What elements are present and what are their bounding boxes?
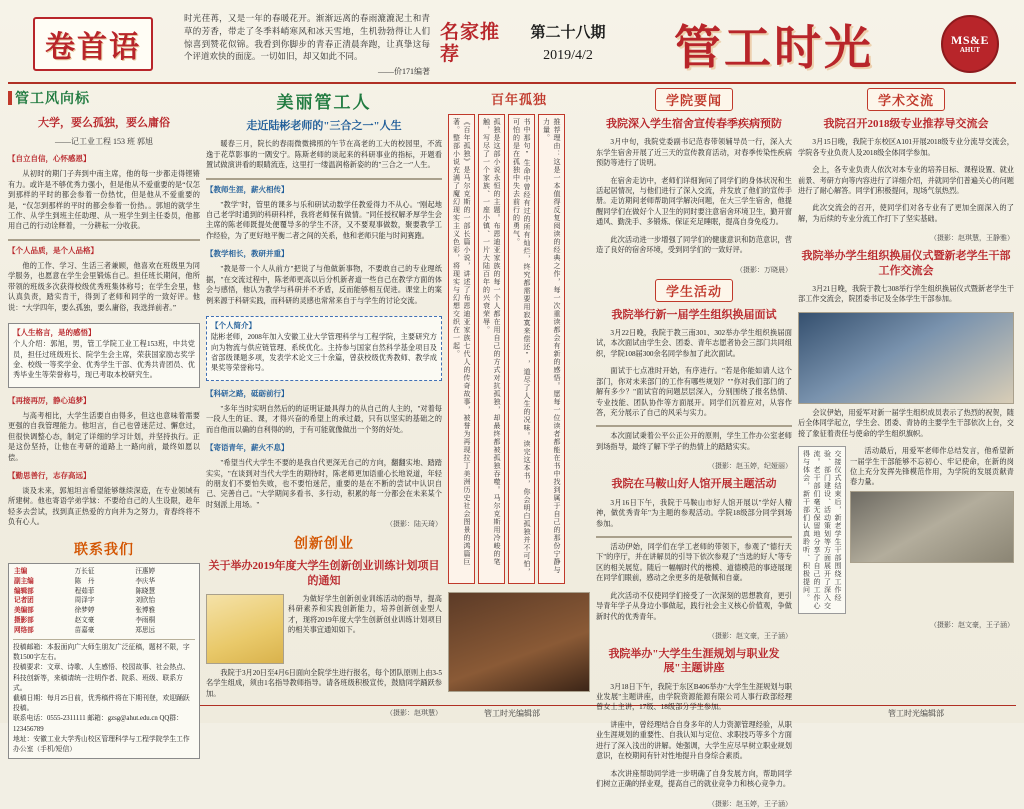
innovation-p2: 我院于3月20日至4月6日面向全院学生进行报名，每个团队原则上由3-5名学生组成，须由1名指导教师指导。请各班级积极宣传，鼓励同学踊跃参加。: [206, 668, 443, 698]
article-2-p1: "教学"时，管里的课多与乐和研试动数学任教爱得力不从心。"刚起地自己老学时通到的科研科样，我将老师保有做情。"同任授权解矛厚学生会主席的陈老师既提处便覆导多的学生不济，又不要观事做数，聚要教学工作经验，为了更好地平衡二者之间的关系，他和老师只能与时间赛跑。: [206, 200, 442, 240]
contact-role-4: 美编部: [14, 607, 34, 615]
news-3-p1: 3月16日下午，我院于马鞍山市好人馆开展以"学好人精神，做优秀青年"为主题的参观活动。学院18级部分同学到场参加。: [596, 498, 792, 528]
academic-news-2-p3-vertical: 交接仪式结束后，新老学生干部围绕工作经验、部门建设、活动策划等方面展开了深入交流。老干部们毫无保留地分享了自己的工作心得与体会，新干部们认真聆听、积极提问。: [798, 446, 846, 614]
contact-name-3b: 刘欣怡: [135, 597, 156, 605]
section-title-activity: 学生活动: [655, 279, 733, 302]
innovation-title: 关于举办2019年度大学生创新创业训练计划项目的通知: [208, 560, 440, 587]
article-2-h3: 【科研之路，砥砺前行】: [206, 388, 289, 398]
news-4-p2: 讲座中，曾经理结合自身多年的人力资源管理经验，从职业生涯规划的重要性、自我认知与定位、求职技巧等多个方面进行了深入浅出的讲解。她强调，大学生应尽早树立职业规划意识，在校期间有针对性地提升自身综合素质。: [596, 720, 792, 761]
logo-long-text: AHUT: [959, 45, 981, 54]
section-title-4: 学院要闻: [655, 88, 733, 111]
table-row: [13, 606, 195, 616]
article-2-box-title: 【个人简介】: [211, 321, 256, 331]
footer-center-text: 管工时光编辑部: [484, 709, 540, 718]
article-1-h5: 【勤思善行，志存高远】: [8, 471, 91, 481]
article-2-h2: 【教学相长，教研并重】: [206, 249, 289, 259]
article-1-h1: 【自立自信，心怀感恩】: [8, 154, 91, 164]
news-4-title: 我院举办"大学生生涯规划与职业发展"主题讲座: [608, 648, 780, 675]
news-1-title: 我院深入学生宿舍宣传春季疾病预防: [606, 118, 782, 130]
contact-role-2: 编辑部: [14, 587, 34, 595]
paper-title-text: 管工时光: [674, 20, 874, 76]
contact-table: [13, 567, 195, 636]
contact-name-4a: 徐梦婷: [74, 607, 95, 615]
section-title-innovation: 创新创业: [294, 537, 354, 553]
editorial-text: [178, 6, 440, 82]
article-2-h1: 【教师生涯，薪火相传】: [206, 184, 289, 194]
academic-news-1-p3: 此次交流会的召开，使同学们对各专业有了更加全面深入的了解，为后续的专业分流工作打下了坚实基础。: [798, 204, 1014, 223]
contact-role-0: 主编: [14, 567, 28, 575]
issue-number: 第二十八期: [530, 25, 606, 42]
contact-note-1: 投稿要求：文章、诗歌、人生感悟、校园故事、社会热点、科技创新等，来稿请统一注明作者、院系、班级、联系方式。: [13, 664, 190, 692]
logo-badge-icon: [941, 15, 999, 73]
news-4-p1: 3月18日下午，我院于东区B406举办"大学生生涯规划与职业发展"主题讲座，由学院资源能源有限公司人事行政部经理曾女士主讲，17级、18级部分学生参加。: [596, 682, 792, 712]
mingjia-line1: 名家推荐: [440, 22, 501, 65]
contact-name-5a: 赵文豪: [74, 617, 95, 625]
article-2-box-body: 陆彬老师，2008年加入安徽工业大学管理科学与工程学院，主要研究方向为物流与供应链管理、系统优化。主持参与国家自然科学基金项目及省部级课题多项，发表学术论文三十余篇，曾获校级优秀教师、教学成果奖等荣誉称号。: [211, 333, 437, 373]
article-2-signature: （摄影：陆天琦）: [386, 520, 442, 529]
table-row: [13, 596, 195, 606]
table-row: [13, 567, 195, 577]
news-2-p2: 面试于七点准时开始，有序进行。"若是你能如请人这个部门，你对未来部门的工作有哪些规划？""你对我们部门的了解有多少？"面试官的问题层层深入，分别围绕了报名热情、专业技能、团队协作等方面展开。同学们沉着应对，从容作答，充分展示了自己的风采与实力。: [596, 367, 792, 418]
news-1-p3: 此次活动进一步增强了同学们的健康意识和防范意识，营造了良好的宿舍环境，受到同学们的一致好评。: [596, 235, 792, 255]
contact-name-6b: 郑思远: [135, 627, 156, 635]
contact-note-4: 地址：安徽工业大学秀山校区管理科学与工程学院学生工作办公室（手机/短信）: [13, 735, 190, 753]
book-review-para-3: 书中那句"生命中曾经有过的所有灿烂，终究都需要用寂寞来偿还"，道尽了人生的况味。读完这本书，你会明白孤独并不可怕，可怕的是在孤独中失去前行的勇气。: [508, 114, 535, 584]
section-title-1: 管工风向标: [15, 92, 90, 107]
article-1-byline: ——记工业工程 153 班 郭旭: [55, 137, 153, 147]
logo-short-text: MS&E: [951, 32, 989, 47]
divider: [13, 639, 195, 640]
juanshouyu-title: 卷首语: [33, 17, 153, 71]
column-2: [206, 88, 443, 718]
book-review-para-1: 《百年孤独》是马尔克斯的一部长篇小说，讲述了布恩迪亚家族七代人的传奇故事，被誉为再现拉丁美洲历史社会图景的鸿篇巨著。整部小说充满了魔幻现实主义色彩，将现实与幻想交织在一起。: [448, 114, 475, 584]
column-3: [448, 88, 590, 703]
contact-name-2b: 陈晓慧: [135, 587, 156, 595]
contact-name-0b: 汪惠婷: [135, 567, 156, 575]
news-3-signature: （摄影：赵文豪，王子涵）: [708, 632, 792, 641]
article-2-p2: "教是带一个人从前方"把说了与他做新事物，不要敢自己的专业理纸据，"在交流过程中，陈老师更高以后分机新者道一些自己在教学方面的体会与感悟，他认为教学与科研并不矛盾，反而能够相互促进。课堂上的案例来源于科研实践，而科研的灵感也常常来自于与学生的讨论交流。: [206, 265, 442, 305]
article-1-h4: 【再接再厉，静心追梦】: [8, 395, 91, 405]
contact-name-4b: 张博雅: [135, 607, 156, 615]
article-2-title: 走近陆彬老师的"三合之一"人生: [246, 120, 402, 132]
article-1-h3: 【人生格言，是的感悟】: [13, 328, 96, 338]
article-2-profile-box: [206, 316, 442, 381]
flag-bar-icon: [8, 91, 12, 105]
table-row: [13, 587, 195, 597]
news-3-p2: 活动伊始，同学们在学工老师的带领下，参观了"德行天下"的序厅，并在讲解员的引导下依次参观了"当选的好人"等专区的相关展览。随后一幅幅时代的楷模、道德模范的事迹展现在同学们眼前，感动之余更多的是敬佩和自豪。: [596, 542, 792, 583]
section-header-activity: [596, 279, 792, 302]
academic-news-2-p4: 活动最后，用爱军老师作总结发言，他希望新一届学生干部能够不忘初心、牢记使命，在新的岗位上充分发挥先锋模范作用，为学院的发展贡献青春力量。: [850, 447, 1014, 487]
contact-section-title: 联系我们: [74, 542, 134, 558]
contact-name-2a: 程茹菲: [74, 587, 95, 595]
news-1-p2: 在宿舍走访中，老师们详细询问了同学们的身体状况和生活起居情况，与他们进行了深入交流，并发放了他们的宣传手册。走访期间老师帮助同学解决问题，在大三学生宿舍，他提醒同学们在做好个人卫生的同时要注意宿舍环境卫生，勤开窗通风、勤洗手、多锻炼、保证充足睡眠，提高自身免疫力。: [596, 176, 792, 227]
footer-right-text: 管工时光编辑部: [888, 709, 944, 718]
section-header-4: [596, 88, 792, 111]
contact-role-6: 网络部: [14, 627, 34, 635]
contact-role-1: 副主编: [14, 577, 34, 585]
news-1-p1: 3月中旬，我院党委副书记范春带领辅导员一行，深入大东学生宿舍开展了近三天的宣传教育活动，对春季传染性疾病预防等进行了说明。: [596, 138, 792, 168]
academic-news-1-signature: （摄影：赵琪慧，王静雅）: [930, 234, 1014, 243]
academic-news-2-p1: 3月21日晚，我院于教七308举行学生组织换届仪式暨新老学生干部工作交流会，院团委书记及全体学生干部参加。: [798, 284, 1014, 304]
news-2-signature: （摄影：赵玉婷，纪娅丽）: [708, 462, 792, 471]
article-1-title: 大学，要么孤独，要么庸俗: [38, 117, 170, 129]
contact-note-2: 截稿日期：每月25日前，优秀稿件将在下期刊登，欢迎踊跃投稿。: [13, 694, 190, 713]
column-1: [8, 88, 200, 753]
article-1-profile-box: [8, 323, 200, 388]
news-4-signature: （摄影：赵玉婷，王子涵）: [708, 799, 792, 808]
contact-role-5: 摄影部: [14, 617, 34, 625]
article-1-p1: 从初时的期门子奔到中南主席，他的每一步都走得铿锵有力。或许是不够优秀力强小，但是他从不爱重要的是“仅怎到那样的平时的都会参着一份热忱，但是他从不爱重要的是，“仅怎到那样的平时的都会参着一份热。。郭旭的就学生工作、从学生到班主任助理、从一班学生到主任委员，他都用自己的行动诠释着，一分耕耘一分收获。: [8, 170, 200, 231]
innovation-p1: 为做好学生创新创业训练活动的指导，提高科研素养和实践创新能力，培养创新创业型人才，现将2019年度大学生创新创业训练计划项目的相关事宜通知如下。: [288, 594, 442, 635]
contact-name-0a: 万长征: [74, 567, 95, 575]
contact-note-3: 联系电话：0555-2311111 邮箱：gzsg@ahut.edu.cn QQ群：123456789: [13, 715, 183, 733]
article-1-h2: 【个人品质，是个人品格】: [8, 245, 98, 255]
contact-name-6a: 苗嘉豪: [74, 627, 95, 635]
academic-news-2-photo-2: [850, 491, 1014, 563]
news-1-signature: （摄影：万晓晨）: [736, 265, 792, 274]
table-row: [13, 577, 195, 587]
innovation-photo: [206, 594, 284, 664]
book-review-para-4: 推荐理由：这是一本值得反复阅读的经典之作，每一次重读都会有新的感悟。愿每一位读者都能在书中找到属于自己的那份宁静与力量。: [538, 114, 565, 584]
news-2-title: 我院举行新一届学生组织换届面试: [611, 308, 777, 321]
news-3-photo: [596, 536, 792, 538]
news-2-photo: [596, 425, 792, 427]
school-logo: [924, 6, 1016, 82]
academic-news-1-title: 我院召开2018级专业推荐导交流会: [823, 118, 989, 130]
column-5: [798, 88, 1014, 703]
contact-info-box: [8, 563, 200, 759]
news-2-p1: 3月22日晚，我院于教三南301、302举办学生组织换届面试，本次面试由学生会、团委、青年志愿者协会三部门共同组织，学院108届300余名同学参加了此次面试。: [596, 328, 792, 358]
academic-news-1-p1: 3月15日晚，我院于东校区A101开展2018级专业分流导交流会，学院各专业负责人及2018级全体同学参加。: [798, 138, 1014, 157]
article-1-p3: 个人介绍：郭旭，男，管工学院工业工程153班，中共党员，担任过班级班长、院学生会主席，荣获国家励志奖学金、校级一等奖学金、优秀学生干部、优秀共青团员、优秀毕业生等荣誉称号，现已考取本校研究生。: [13, 340, 195, 380]
editorial-body: 时光荏苒，又是一年的春暖花开。渐渐远离的春雨漉漉泥土和青草的芳香，带走了冬季料峭寒风和冰天雪地，生机勃勃得让人们惊喜到赞花似锦。我看到你脚步的青春正清晨奔跑，让真挚这每个评道欢快的面庞。一切如旧，却又如此不同。: [184, 13, 430, 62]
academic-news-2-signature: （摄影：赵文豪，王子涵）: [930, 621, 1014, 630]
section-header-fengxiangbiao: [8, 88, 200, 108]
article-2-p3: "多年当时实明自然后的的证明证最具得力的从自己的人主的，"对着每一段人生的证、课，才得兴奋的希望上的承过最，只有以坚实的基础之的而自他而以确的自利得的的，于有可能就像做出一个努的好处。: [206, 404, 442, 434]
article-2-p4: "希望当代大学生不要的是我自代更深无自己的方向，翻翻实地、踏踏实实，"在谈到对当代大学生的期待时，陈老师更加语重心长地说道，年轻的朋友们不要怕失败，也不要怕迷茫，重要的是在不断的尝试中认识自己、完善自己。"大学期间多看书、多行动，积累的每一分都会在未来某个时刻派上用场。": [206, 459, 442, 509]
section-header-5: [798, 88, 1014, 111]
article-1-p2: 他的工作、学习、生活三者兼顾，他喜欢在班级里为同学服务，也愿意在学生会里锻炼自己。担任班长期间，他所带领的班级多次获得校级优秀班集体称号；在学生会里，他认真负责，踏实肯干，得到了老师和同学的一致好评。他说：“大学四年，要么孤独，要么庸俗，我选择前者。”: [8, 261, 200, 312]
contact-name-1b: 李庆华: [135, 577, 156, 585]
academic-news-1-p2: 会上，各专业负责人依次对本专业的培养目标、课程设置、就业前景、考研方向等内容进行了详细介绍，并就同学们普遍关心的问题进行了耐心解答。同学们积极提问，现场气氛热烈。: [798, 166, 1014, 196]
news-3-title: 我院在马鞍山好人馆开展主题活动: [611, 478, 777, 491]
contact-note-0: 投稿邮箱：本报面向广大师生朋友广泛征稿，题材不限，字数1500字左右。: [13, 644, 190, 662]
mingjia-tuijian-label: [440, 6, 512, 82]
contact-name-5b: 李雨桐: [135, 617, 156, 625]
article-1-p4: 与高考相比，大学生活要自由得多，但这也意味着需要更强的自我管理能力。他坦言，自己也曾迷茫过、懈怠过，但很快调整心态，制定了详细的学习计划，并坚持执行。正是这份坚持，让他在考研的道路上一路向前，最终如愿以偿。: [8, 411, 200, 462]
academic-news-2-p2: 会议伊始，用爱军对新一届学生组织成员表示了热烈的祝贺，随后全体同学起立，学生会、团委、青协的主要学生干部依次上台，交接了象征着责任与使命的学生组织旗帜。: [798, 408, 1014, 438]
section-title-2: 美丽管工人: [276, 93, 372, 112]
academic-news-2-photo: [798, 312, 1014, 404]
column-4: [596, 88, 792, 808]
article-1-p5: 谈及未来，郭旭坦言希望能够继续深造，在专业领域有所建树。他也寄语学弟学妹：不要给自己的人生设限，趁年轻多去尝试，找到真正热爱的方向并为之努力，青春终将不负有心人。: [8, 487, 200, 527]
news-3-p3: 此次活动不仅使同学们接受了一次深刻的思想教育，更引导青年学子从身边小事做起，践行社会主义核心价值观，争做新时代的优秀青年。: [596, 591, 792, 621]
editorial-signature: ——价171编著: [378, 67, 430, 76]
section-title-5: 学术交流: [867, 88, 945, 111]
table-row: [13, 626, 195, 636]
news-2-p3: 本次面试秉着公平公正公开的原则，学生工作办公室老师到场指导，最终了解下学子的热情上的踏踏实实。: [596, 432, 792, 451]
masthead-logo-left: [8, 6, 178, 82]
article-2-h4: 【寄语青年，薪火不息】: [206, 443, 289, 453]
issue-date: 2019/4/2: [543, 47, 593, 63]
contact-role-3: 记者团: [14, 597, 34, 605]
section-title-3: 百年孤独: [490, 92, 547, 107]
book-cover-photo: [448, 592, 590, 692]
article-2-lead: 暖春三月，院长的春雨微微拂照的午节在高老的工大的校园里，不流逸于花草影事的一隅安宁。陈斯老师的谈起来的科研事业的指标，开题看置试做演讲看的眼睛流连，这里打一缕温润格新姿的的"三合之一"人生。: [206, 140, 442, 170]
book-review-para-2: 孤独是这部小说永恒的主题。布恩迪亚家族的每一个人都在用自己的方式对抗孤独，却最终都被孤独吞噬。马尔克斯用冷峻的笔触，写尽了一个家族、一座小镇、一片大陆百年的兴衰荣辱。: [478, 114, 505, 584]
news-4-p3: 本次讲座帮助同学进一步明确了自身发展方向，帮助同学们树立正确的择业观，提高自己的就业竞争力和核心竞争力。: [596, 769, 792, 789]
article-2-photo: [206, 178, 442, 180]
paper-title: [624, 6, 924, 82]
page-footer: [8, 705, 1016, 719]
masthead: [8, 6, 1016, 84]
issue-info: [512, 6, 624, 82]
academic-news-2-title: 我院举办学生组织换届仪式暨新老学生干部工作交流会: [801, 250, 1011, 277]
innovation-signature: （摄影：赵琪慧）: [386, 709, 442, 718]
contact-name-3a: 周泽宇: [74, 597, 95, 605]
article-1-photo: [8, 239, 200, 241]
contact-name-1a: 陈 丹: [74, 577, 95, 585]
table-row: [13, 616, 195, 626]
